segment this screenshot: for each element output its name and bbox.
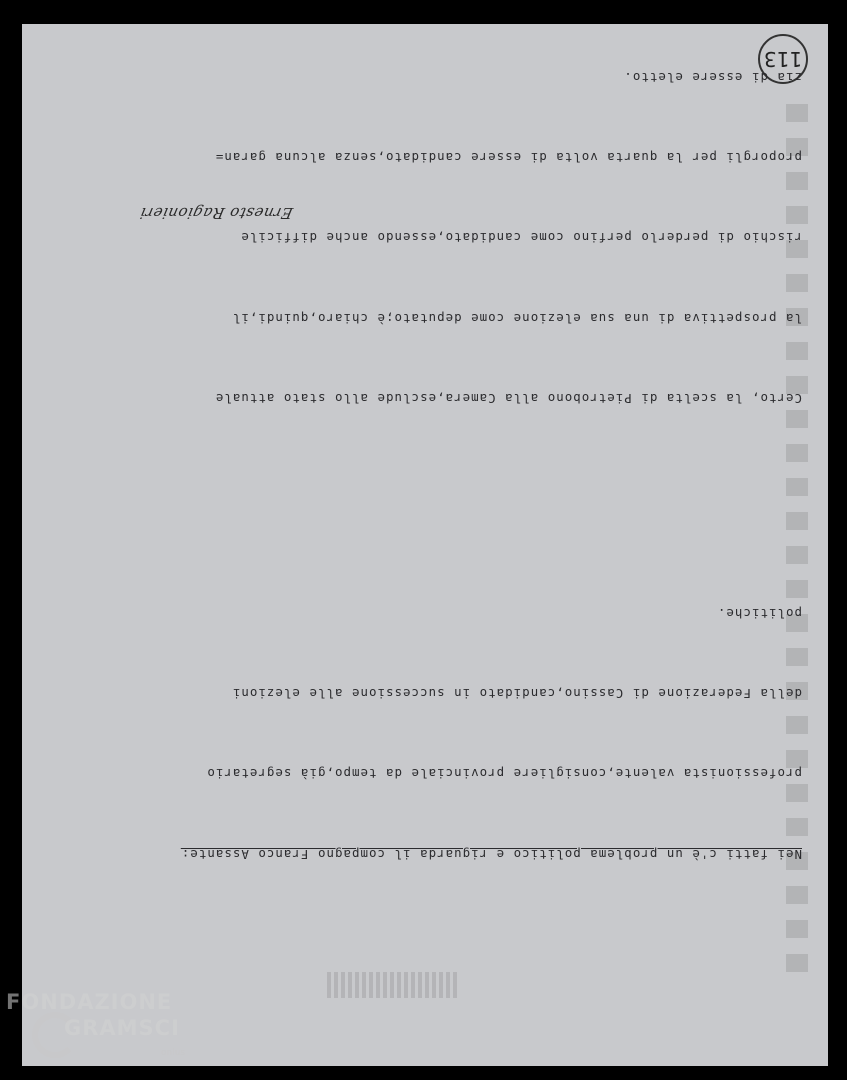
text-line: politiche. [716,605,802,621]
text-line: della Federazione di Cassino,candidato in successione alle elezioni [231,686,802,702]
watermark-onlus: onlus [161,1048,186,1058]
text-line: proporgli per la quarta volta di essere candidato,senza alcuna garan= [214,150,802,166]
text-line: professionista valente,consigliere provinciale da tempo,già segretario [206,766,802,782]
paragraph-1 [114,545,802,920]
document-page [22,24,828,1066]
text-line: rischio di perderlo perfino come candidato,essendo anche difficile [240,230,802,246]
text-line: zia di essere eletto. [623,69,802,85]
text-line: la prospettiva di una sua elezione come deputato;è chiaro,quindi,il [231,310,802,326]
text-line: Certo, la scelta di Pietrobono alla Camera,esclude allo stato attuale [214,391,802,407]
watermark-line-1: FONDAZIONE [6,990,173,1014]
paragraph-2 [114,24,802,465]
text-line: Nei fatti c'è un problema politico e riguarda il compagno Franco Assante: [180,846,802,862]
faint-letterhead-mark [327,972,457,998]
page-number-label: 113 [763,47,803,71]
handwritten-signature: Ernesto Ragionieri [138,204,295,222]
watermark-line-2: GRAMSCI [64,1016,180,1040]
